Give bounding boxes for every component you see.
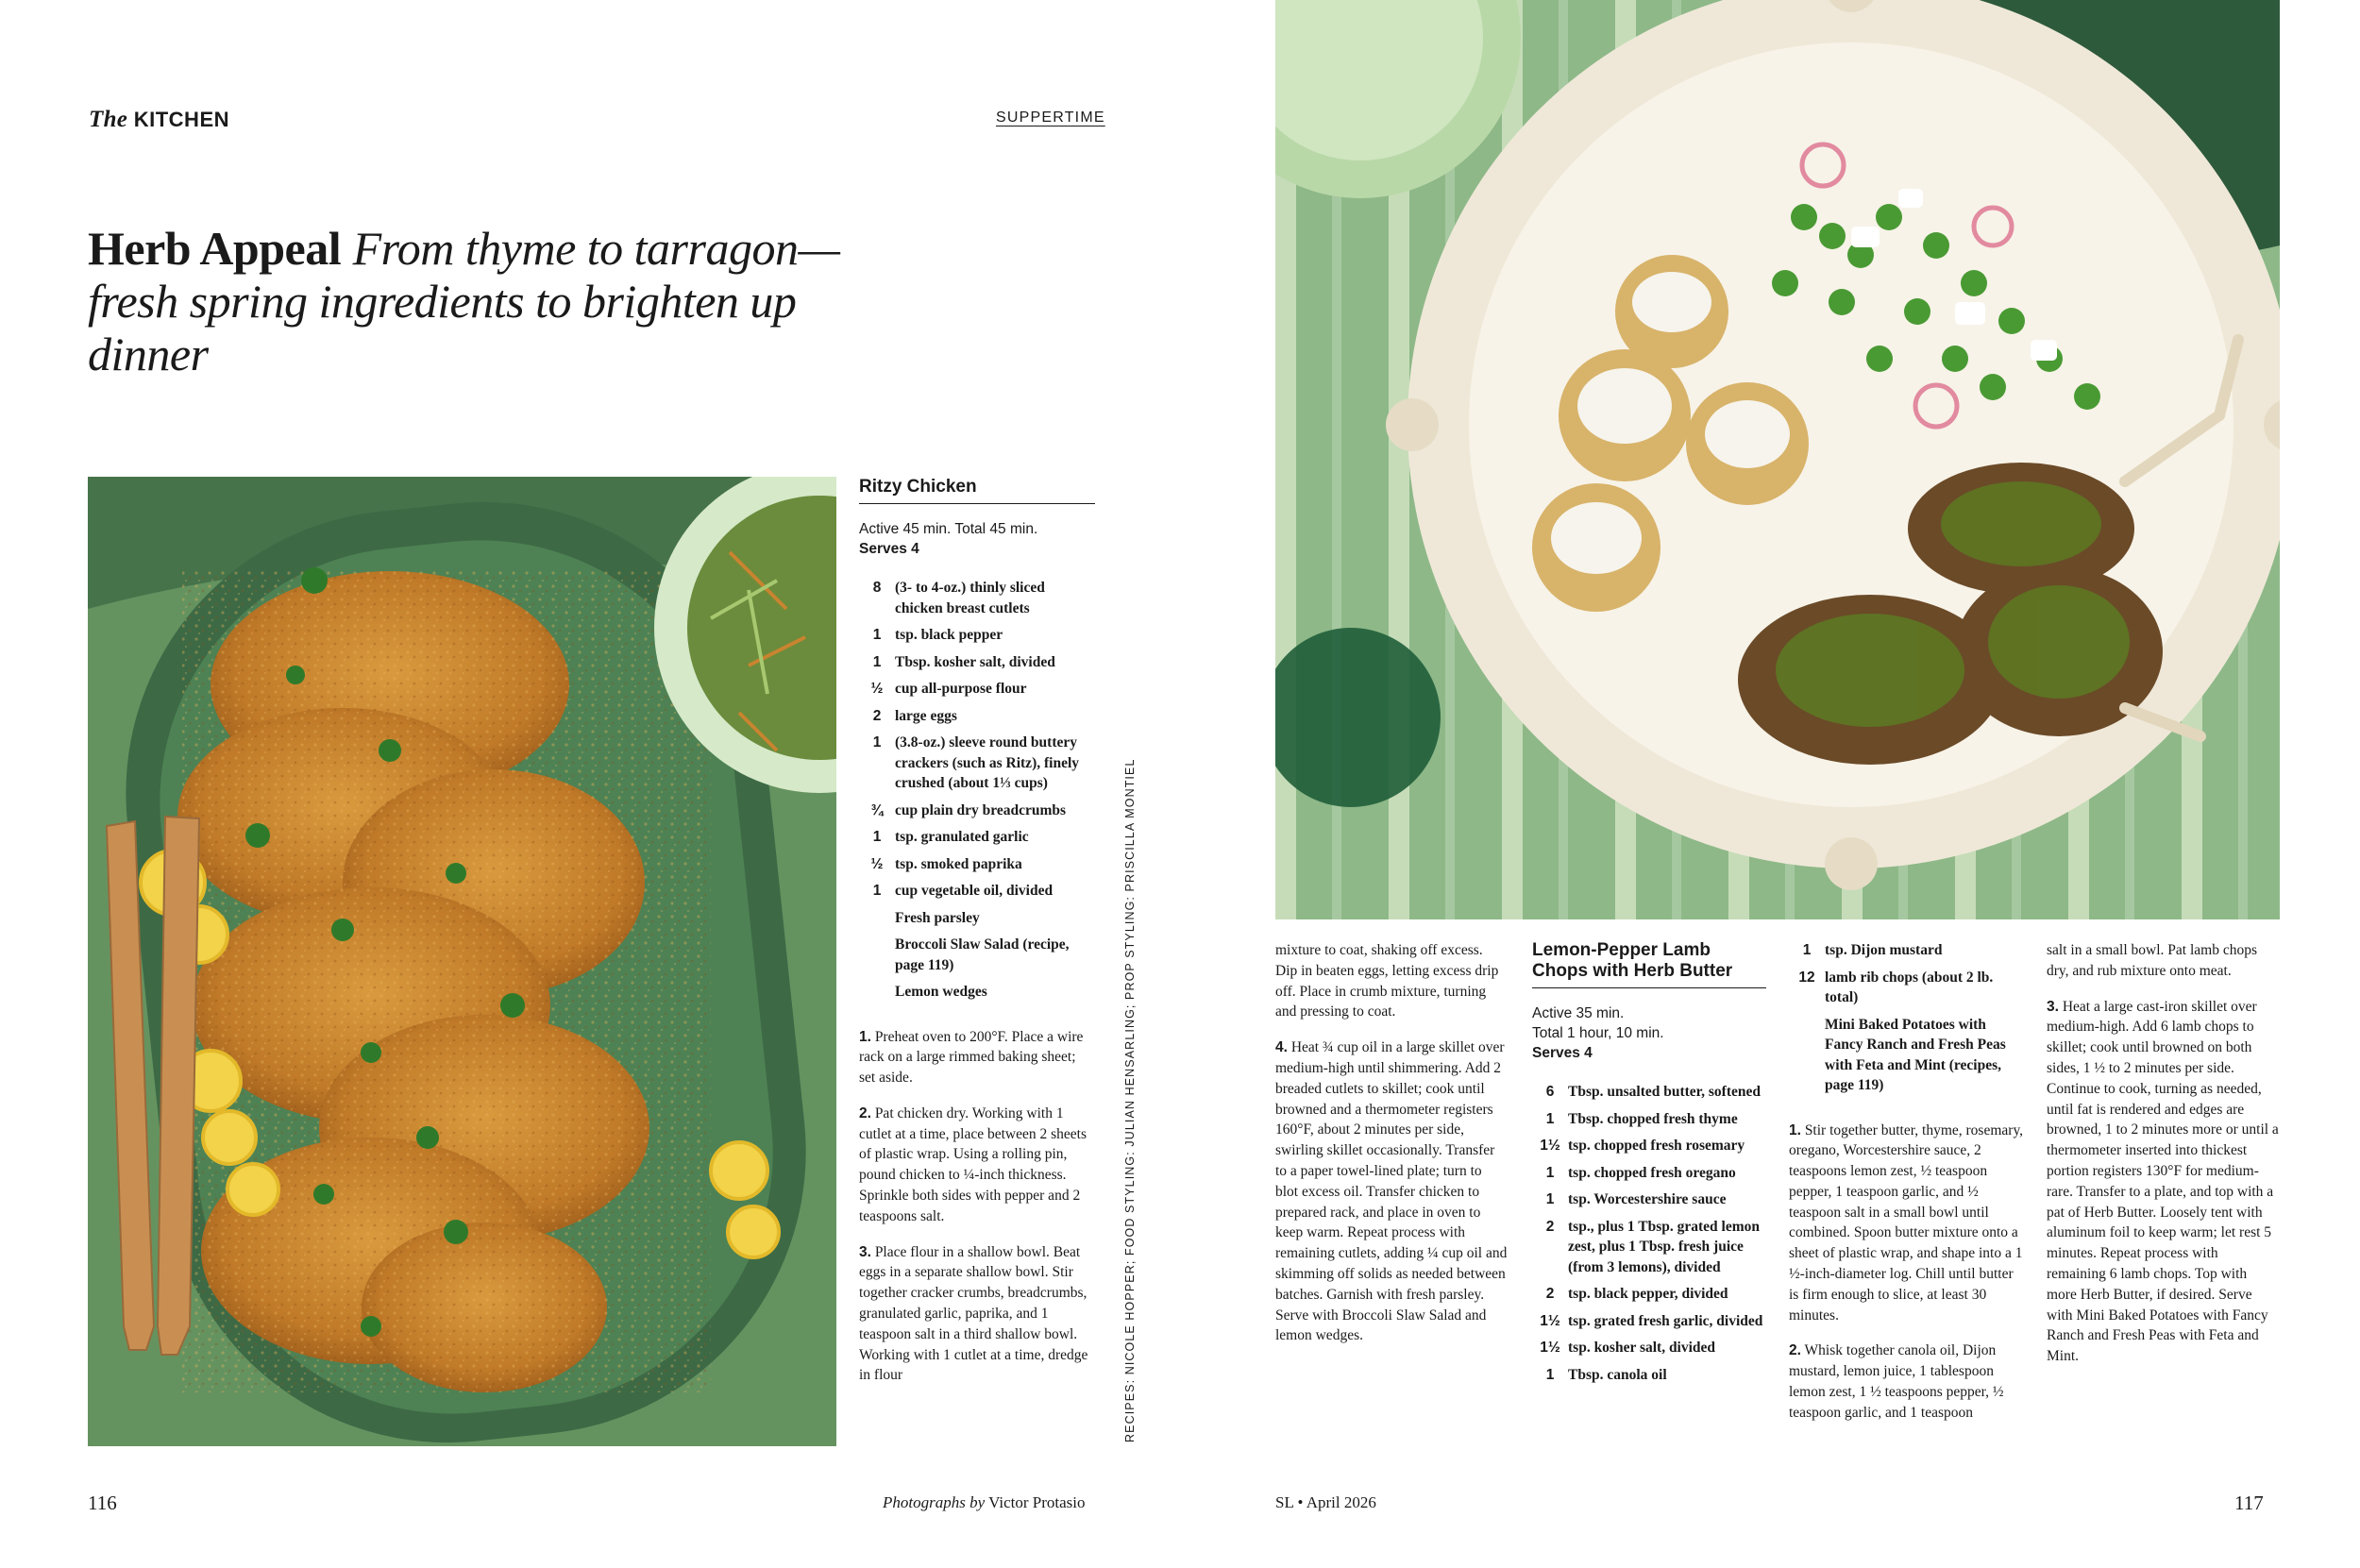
ingredient-item: 1½ tsp. chopped fresh rosemary — [1540, 1138, 1745, 1154]
photographer-credit: Photographs by Victor Protasio — [883, 1493, 1086, 1511]
ingredient-item: 1 tsp. chopped fresh oregano — [1545, 1164, 1736, 1181]
recipe-title: Lemon-Pepper Lamb Chops with Herb Butter — [1532, 940, 1766, 988]
ingredient-item: 2 large eggs — [872, 707, 957, 724]
ingredient-item: 1 Tbsp. kosher salt, divided — [872, 653, 1055, 670]
method-step-continued: mixture to coat, shaking off excess. Dip in beaten eggs, letting excess drip off. Place in crumb mixture, turning and pressing to coat. — [1275, 942, 1499, 1020]
ingredient-item: 1 tsp. granulated garlic — [872, 829, 1029, 845]
ingredient-item: 1½ tsp. grated fresh garlic, divided — [1540, 1312, 1763, 1329]
ingredient-item: 1 tsp. Worcestershire sauce — [1545, 1191, 1727, 1207]
department-label: SUPPERTIME — [996, 110, 1105, 126]
ingredient-item: 1 cup vegetable oil, divided — [872, 883, 1054, 899]
recipe-serves: Serves 4 — [1532, 1045, 1593, 1061]
ingredient-list — [1789, 940, 2025, 1096]
ingredient-item: ½ cup all-purpose flour — [870, 681, 1027, 697]
method-step-continued: salt in a small bowl. Pat lamb chops dry, and rub mixture onto meat. — [2047, 942, 2258, 979]
ingredient-list — [1532, 1082, 1766, 1385]
method-step: 2. Whisk together canola oil, Dijon mustard, lemon juice, 1 tablespoon lemon zest, 1 ½ teaspoons pepper, ½ teaspoon garlic, and 1 teaspoon — [1789, 1342, 2004, 1421]
ingredient-item: ¾ cup plain dry breadcrumbs — [870, 801, 1067, 818]
ingredient-item: Broccoli Slaw Salad (recipe, page 119) — [895, 936, 1070, 973]
method-steps — [859, 1027, 1095, 1387]
recipe-continued-column — [2047, 940, 2279, 1382]
ingredient-item: 1 tsp. black pepper — [872, 627, 1003, 643]
ingredient-item: 1 tsp. Dijon mustard — [1802, 942, 1943, 958]
ingredient-item: Fresh parsley — [895, 909, 980, 926]
method-steps — [1789, 1121, 2025, 1424]
method-step: 4. Heat ¾ cup oil in a large skillet over medium-high until shimmering. Add 2 breaded cutlets to skillet; cook until browned and a thermometer registers 160°F, about 2 minutes per side, swirling skillet occasionally. Transfer to a paper towel-lined plate; turn to blot excess oil. Transfer chicken to prepared rack, and place in oven to keep warm. Repeat process with remaining cutlets, adding ¼ cup oil and skimming off solids as needed between batches. Garnish with fresh parsley. Serve with Broccoli Slaw Salad and lemon wedges. — [1275, 1039, 1508, 1344]
recipe-continued-column — [1275, 940, 1508, 1361]
recipe-serves: Serves 4 — [859, 541, 919, 557]
ingredient-item: 1 Tbsp. chopped fresh thyme — [1545, 1110, 1738, 1127]
ingredient-item: Lemon wedges — [895, 984, 987, 1000]
page-headline — [88, 222, 909, 380]
section-label: The KITCHEN — [89, 107, 230, 132]
recipe-column — [859, 477, 1095, 1401]
photo-credits: RECIPES: NICOLE HOPPER; FOOD STYLING: JULIAN HENSARLING; PROP STYLING: PRISCILLA MONTIEL — [1123, 758, 1137, 1442]
method-step: 1. Stir together butter, thyme, rosemary, oregano, Worcestershire sauce, 2 teaspoons lemon zest, ½ teaspoon pepper, 1 teaspoon garlic, and ½ teaspoon salt in a small bowl until combined. Spoon butter mixture onto a sheet of plastic wrap, and shape into a 1 ½-inch-diameter log. Chill until butter is firm enough to slice, at least 30 minutes. — [1789, 1121, 2024, 1324]
headline-dek: From thyme to tarragon—fresh spring ingredients to brighten up dinner — [88, 222, 840, 380]
ingredient-item: 8 (3- to 4-oz.) thinly sliced chicken breast cutlets — [872, 580, 1045, 616]
lamb-photo — [1275, 0, 2280, 919]
recipe-column — [1789, 940, 2025, 1439]
method-step: 1. Preheat oven to 200°F. Place a wire rack on a large rimmed baking sheet; set aside. — [859, 1028, 1084, 1087]
ingredient-item: 6 Tbsp. unsalted butter, softened — [1545, 1084, 1761, 1100]
recipe-title: Ritzy Chicken — [859, 477, 1095, 504]
issue-date: SL • April 2026 — [1275, 1493, 1376, 1511]
method-step: 3. Place flour in a shallow bowl. Beat eggs in a separate shallow bowl. Stir together cracker crumbs, breadcrumbs, granulated garlic, paprika, and 1 teaspoon salt in a third shallow bowl. Working with 1 cutlet at a time, dredge in flour — [859, 1243, 1088, 1384]
recipe-time: Active 45 min. Total 45 min. — [859, 521, 1038, 537]
recipe-column — [1532, 940, 1766, 1391]
ingredient-item: 1½ tsp. kosher salt, divided — [1540, 1340, 1716, 1356]
ingredient-item: 2 tsp., plus 1 Tbsp. grated lemon zest, plus 1 Tbsp. fresh juice (from 3 lemons), divided — [1545, 1218, 1760, 1275]
method-step: 2. Pat chicken dry. Working with 1 cutlet at a time, place between 2 sheets of plastic wrap. Using a rolling pin, pound chicken to ¼-inch thickness. Sprinkle both sides with pepper and 2 teaspoons salt. — [859, 1104, 1087, 1224]
method-step: 3. Heat a large cast-iron skillet over medium-high. Add 6 lamb chops to skillet; cook until browned on both sides, 1 ½ to 2 minutes per side. Continue to cook, turning as needed, until fat is rendered and edges are browned, 1 to 2 minutes more or until a thermometer inserted into thickest portion registers 130°F for medium-rare. Transfer to a plate, and top with a pat of Herb Butter. Loosely tent with aluminum foil to keep warm; let rest 5 minutes. Repeat process with remaining 6 lamb chops. Top with more Herb Butter, if desired. Serve with Mini Baked Potatoes with Fancy Ranch and Fresh Peas with Feta and Mint. — [2047, 998, 2279, 1365]
ingredient-item: ½ tsp. smoked paprika — [870, 855, 1022, 872]
ingredient-item: 12 lamb rib chops (about 2 lb. total) — [1798, 969, 1994, 1005]
recipe-total-time: Total 1 hour, 10 min. — [1532, 1025, 1664, 1041]
ingredient-item: 2 tsp. black pepper, divided — [1545, 1286, 1728, 1302]
page-number-right: 117 — [2234, 1492, 2264, 1514]
chicken-photo — [88, 477, 836, 1446]
ingredient-item: Mini Baked Potatoes with Fancy Ranch and Fresh Peas with Feta and Mint (recipes, page 119) — [1825, 1016, 2006, 1093]
ingredient-item: 1 Tbsp. canola oil — [1545, 1366, 1667, 1383]
ingredient-list — [859, 578, 1095, 1003]
headline-title: Herb Appeal — [88, 222, 342, 275]
page-number-left: 116 — [88, 1492, 117, 1514]
recipe-active-time: Active 35 min. — [1532, 1005, 1625, 1021]
ingredient-item: 1 (3.8-oz.) sleeve round buttery crackers (such as Ritz), finely crushed (about 1⅓ cups) — [872, 734, 1079, 791]
